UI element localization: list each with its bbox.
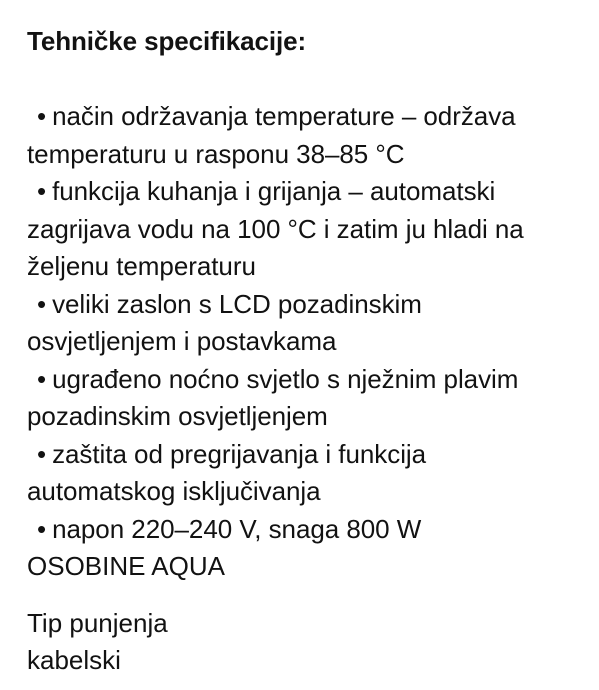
spec-list	[27, 98, 573, 548]
spec-item-4	[27, 361, 573, 436]
spec-item-text: veliki zaslon s LCD pozadinskim osvjetljenjem i postavkama	[27, 288, 422, 356]
attribute-value: kabelski	[27, 645, 121, 675]
bullet-icon: •	[37, 438, 47, 469]
spec-item-2	[27, 173, 573, 286]
bullet-icon: •	[37, 101, 47, 131]
spec-item-1	[27, 98, 573, 173]
spec-item-text: funkcija kuhanja i grijanja – automatski zagrijava vodu na 100 °C i zatim ju hladi na željenu temperaturu	[27, 176, 524, 281]
bullet-icon: •	[37, 363, 47, 394]
spec-item-text: ugrađeno noćno svjetlo s nježnim plavim pozadinskim osvjetljenjem	[27, 363, 519, 431]
spec-title: Tehničke specifikacije:	[27, 26, 307, 56]
attribute-label: Tip punjenja	[27, 607, 168, 638]
spec-item-5	[27, 436, 573, 511]
spec-item-text: način održavanja temperature – održava temperaturu u rasponu 38–85 °C	[27, 101, 516, 169]
bullet-icon: •	[37, 176, 47, 206]
section-heading: OSOBINE AQUA	[27, 551, 225, 581]
bullet-icon: •	[37, 513, 47, 544]
spec-item-text: napon 220–240 V, snaga 800 W	[52, 513, 422, 544]
spec-item-text: zaštita od pregrijavanja i funkcija automatskog isključivanja	[27, 438, 427, 506]
spec-item-3	[27, 286, 573, 361]
bullet-icon: •	[37, 288, 47, 319]
spec-item-6	[27, 511, 573, 549]
